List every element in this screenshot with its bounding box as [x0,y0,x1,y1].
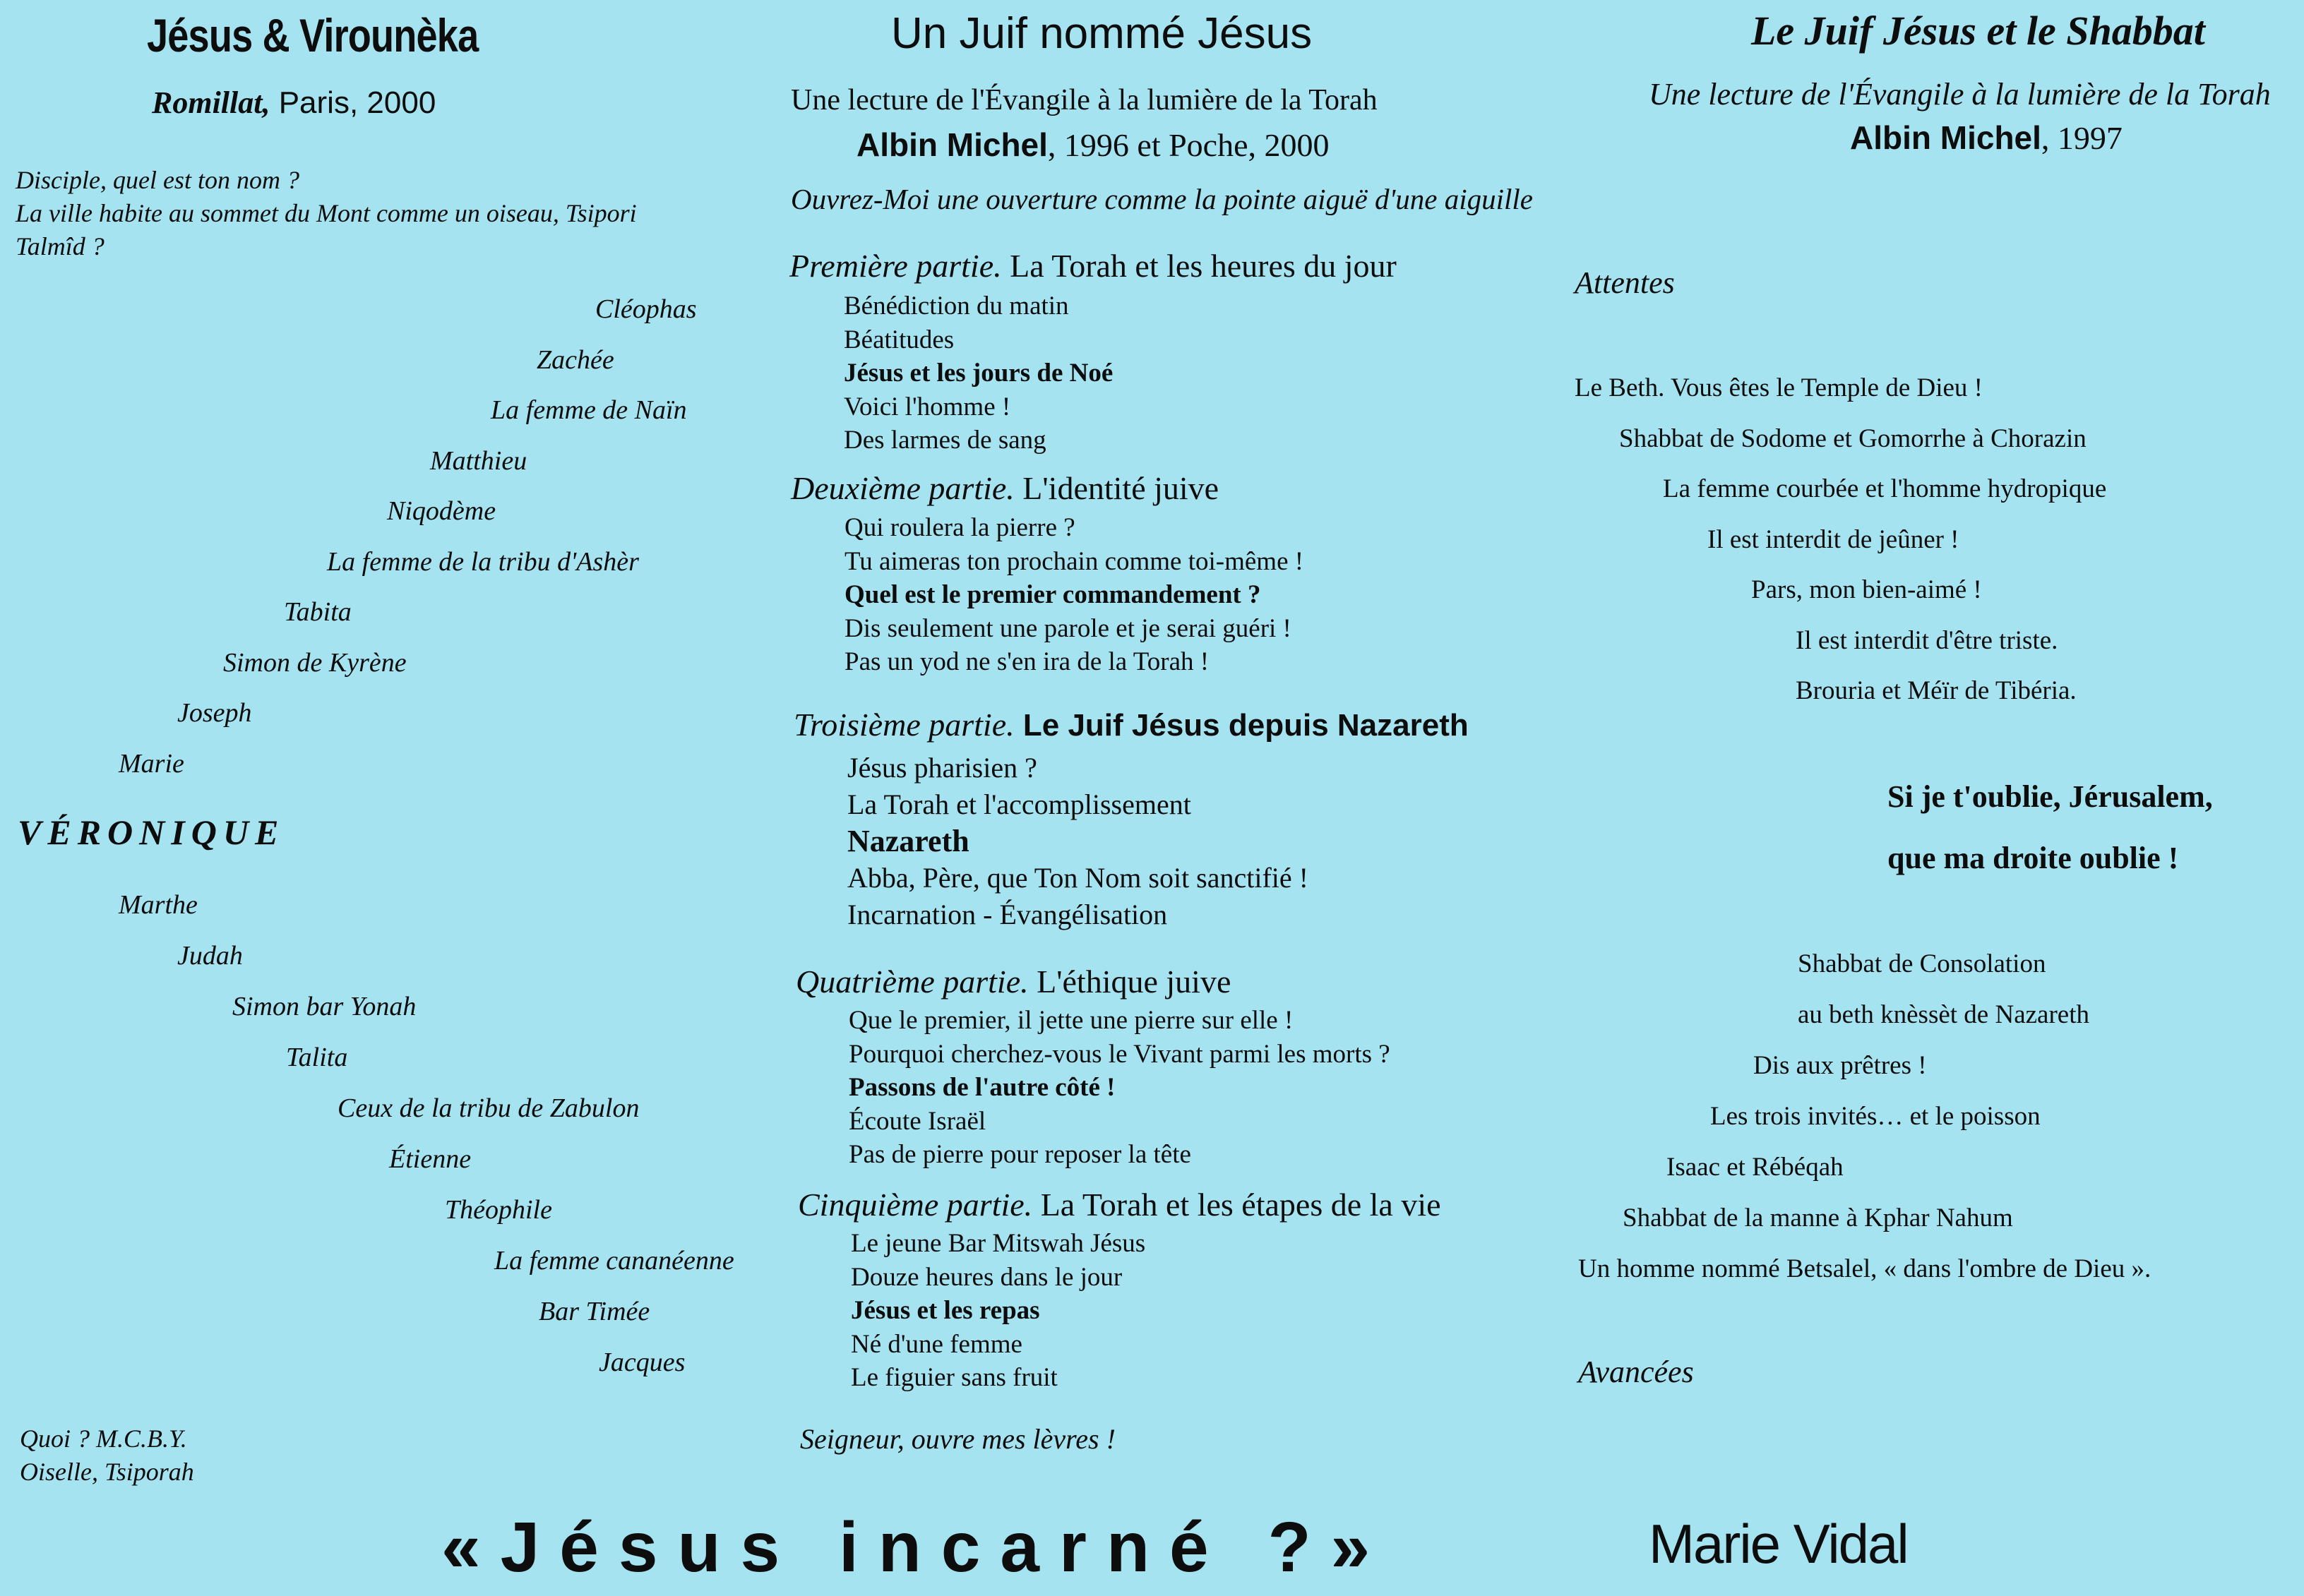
left-footer-line: Oiselle, Tsiporah [20,1458,194,1486]
left-quote-line: La ville habite au sommet du Mont comme un oiseau, Tsipori [16,199,637,227]
middle-book-title: Un Juif nommé Jésus [891,9,1313,58]
name-item: Cléophas [595,294,697,324]
name-item: Matthieu [430,446,527,476]
part-items [849,1004,1390,1172]
right-item: Le Beth. Vous êtes le Temple de Dieu ! [1575,373,1983,402]
right-item: Il est interdit d'être triste. [1796,626,2058,655]
part-item: La Torah et l'accomplissement [847,788,1191,820]
part-title: L'identité juive [1014,470,1219,506]
part-item: Pas un yod ne s'en ira de la Torah ! [844,647,1210,676]
right-item: Isaac et Rébéqah [1666,1153,1844,1182]
right-item: Les trois invités… et le poisson [1710,1102,2041,1131]
name-item: Judah [177,941,243,971]
right-item: Shabbat de la manne à Kphar Nahum [1623,1204,2013,1232]
name-item: Simon de Kyrène [223,648,407,678]
right-item: Brouria et Méïr de Tibéria. [1796,676,2077,705]
part-item: Tu aimeras ton prochain comme toi-même ! [844,546,1304,576]
left-book-title: Jésus & Virounèka [147,9,479,61]
right-subtitle: Une lecture de l'Évangile à la lumière de la Torah [1649,77,2271,112]
middle-epigraph: Ouvrez-Moi une ouverture comme la pointe aiguë d'une aiguille [791,183,1533,215]
middle-publisher-name: Albin Michel [856,126,1048,163]
part-item: Des larmes de sang [844,426,1046,455]
right-publisher-year: , 1997 [2041,120,2123,156]
left-publisher [152,85,436,121]
part-item: Le figuier sans fruit [851,1363,1058,1392]
bottom-title: «Jésus incarné ?» [441,1508,1390,1587]
part-item: Que le premier, il jette une pierre sur elle ! [849,1006,1294,1035]
part-item: Jésus pharisien ? [847,752,1037,784]
part-item: Douze heures dans le jour [851,1262,1123,1292]
left-publisher-name: Romillat, [152,85,270,120]
part-item: Écoute Israël [849,1106,986,1136]
highlight-line: que ma droite oublie ! [1887,841,2179,875]
middle-closing: Seigneur, ouvre mes lèvres ! [800,1423,1116,1455]
name-item: Tabita [284,597,352,627]
name-item: Niqodème [387,496,496,526]
right-publisher-name: Albin Michel [1850,119,2041,156]
middle-publisher [856,126,1330,164]
part-label: Première partie. [789,248,1002,284]
left-quote [16,164,637,263]
part-item: Qui roulera la pierre ? [844,513,1075,542]
name-item: Ceux de la tribu de Zabulon [338,1093,640,1123]
part-item: Nazareth [847,824,969,858]
part-item: Quel est le premier commandement ? [844,580,1261,609]
part-items [844,289,1113,457]
left-footer [20,1422,194,1489]
part-items [844,511,1303,679]
name-item: La femme cananéenne [494,1246,734,1276]
name-item: Simon bar Yonah [232,992,417,1021]
part-heading [798,1186,1441,1223]
name-item: Talita [286,1043,348,1072]
name-item: La femme de la tribu d'Ashèr [327,547,639,577]
part-items [847,750,1308,933]
part-item: Dis seulement une parole et je serai guéri ! [844,613,1291,643]
name-item: Zachée [537,345,614,375]
name-item: Bar Timée [539,1297,650,1326]
part-label: Deuxième partie. [791,470,1015,506]
highlight-line: Si je t'oublie, Jérusalem, [1887,779,2213,814]
left-publisher-year: Paris, 2000 [270,85,436,120]
right-book-title: Le Juif Jésus et le Shabbat [1751,8,2205,54]
part-item: Abba, Père, que Ton Nom soit sanctifié ! [847,862,1308,894]
right-item: Shabbat de Sodome et Gomorrhe à Chorazin [1619,424,2087,453]
part-item: Passons de l'autre côté ! [849,1073,1116,1102]
left-quote-line: Disciple, quel est ton nom ? [16,166,299,194]
part-heading [791,469,1219,507]
right-item: La femme courbée et l'homme hydropique [1663,474,2107,503]
part-title: L'éthique juive [1028,964,1231,1000]
left-quote-line: Talmîd ? [16,232,105,260]
part-title: Le Juif Jésus depuis Nazareth [1014,708,1469,743]
part-item: Jésus et les jours de Noé [844,359,1114,388]
name-item: Jacques [599,1348,686,1377]
name-item: Marthe [119,890,198,920]
part-heading [796,963,1231,1000]
part-heading [789,247,1397,284]
part-items [851,1227,1145,1395]
part-item: Le jeune Bar Mitswah Jésus [851,1229,1146,1258]
section-heading: Avancées [1578,1355,1694,1389]
left-footer-line: Quoi ? M.C.B.Y. [20,1424,187,1453]
name-item: Joseph [177,698,252,728]
name-item: Marie [119,749,184,779]
right-item: Dis aux prêtres ! [1753,1051,1927,1080]
part-item: Béatitudes [844,325,955,354]
part-item: Incarnation - Évangélisation [847,899,1168,930]
part-item: Voici l'homme ! [844,392,1011,421]
name-item: Théophile [445,1195,552,1225]
part-label: Troisième partie. [794,707,1015,743]
name-item: La femme de Naïn [491,395,687,425]
section-heading: Attentes [1575,265,1675,300]
part-item: Pourquoi cherchez-vous le Vivant parmi les morts ? [849,1039,1390,1069]
part-title: La Torah et les heures du jour [1001,248,1397,284]
part-heading [794,706,1469,743]
right-item: au beth knèssèt de Nazareth [1798,1000,2089,1029]
name-item: Étienne [389,1144,472,1174]
right-item: Pars, mon bien-aimé ! [1751,575,1982,604]
center-name: VÉRONIQUE [18,812,285,852]
part-label: Quatrième partie. [796,964,1029,1000]
right-publisher [1850,119,2123,157]
part-item: Pas de pierre pour reposer la tête [849,1140,1191,1169]
part-item: Bénédiction du matin [844,292,1069,320]
right-item: Un homme nommé Betsalel, « dans l'ombre de Dieu ». [1578,1254,2151,1283]
part-title: La Torah et les étapes de la vie [1032,1187,1441,1223]
middle-subtitle: Une lecture de l'Évangile à la lumière de la Torah [791,84,1378,116]
part-label: Cinquième partie. [798,1187,1033,1223]
right-item: Il est interdit de jeûner ! [1707,525,1959,554]
part-item: Jésus et les repas [851,1296,1040,1325]
middle-publisher-year: , 1996 et Poche, 2000 [1047,127,1330,163]
part-item: Né d'une femme [851,1329,1022,1359]
author-signature: Marie Vidal [1649,1513,1908,1575]
right-item: Shabbat de Consolation [1798,949,2046,978]
